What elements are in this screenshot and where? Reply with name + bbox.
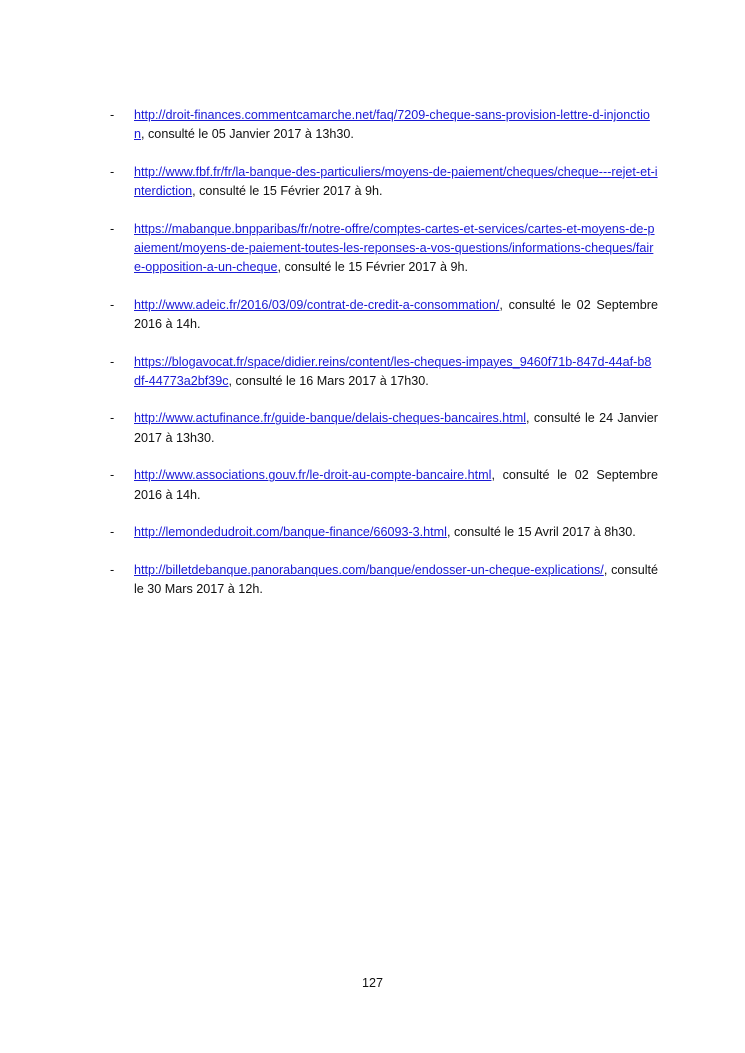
reference-item — [110, 163, 658, 202]
reference-link[interactable]: https://blogavocat.fr/space/didier.reins/content/les-cheques-impayes_9460f71b-847d-44af-b8df-44773a2bf39c — [134, 354, 652, 389]
reference-link[interactable]: http://www.actufinance.fr/guide-banque/delais-cheques-bancaires.html — [134, 411, 527, 426]
list-dash: - — [110, 562, 115, 577]
list-dash: - — [110, 411, 115, 426]
reference-item — [110, 296, 658, 335]
reference-link[interactable]: http://billetdebanque.panorabanques.com/banque/endosser-un-cheque-explications/ — [134, 562, 604, 577]
list-dash: - — [110, 468, 115, 483]
reference-item — [110, 409, 658, 448]
reference-item — [110, 353, 658, 392]
reference-link[interactable]: http://www.fbf.fr/fr/la-banque-des-particuliers/moyens-de-paiement/cheques/cheque---rejet-et-interdiction — [134, 164, 658, 199]
list-dash: - — [110, 164, 115, 179]
reference-consulted-text: , consulté le 15 Février 2017 à 9h. — [192, 184, 383, 199]
reference-item — [110, 106, 658, 145]
reference-consulted-text: , consulté le 30 Mars 2017 à 12h. — [134, 562, 658, 596]
reference-link[interactable]: https://mabanque.bnpparibas/fr/notre-offre/comptes-cartes-et-services/cartes-et-moyens-de-paiement/moyens-de-paiement-toutes-les-reponses-a-vos-questions/informations-cheques/faire-opposition-a-un-cheque — [134, 221, 655, 275]
reference-link[interactable]: http://lemondedudroit.com/banque-finance/66093-3.html — [134, 525, 447, 540]
list-dash: - — [110, 221, 115, 236]
page-number: 127 — [361, 976, 383, 990]
reference-item — [110, 220, 658, 278]
reference-consulted-text: , consulté le 15 Avril 2017 à 8h30. — [446, 525, 636, 540]
reference-consulted-text: , consulté le 02 Septembre 2016 à 14h. — [134, 468, 658, 502]
reference-item — [110, 561, 658, 600]
reference-link[interactable]: http://www.associations.gouv.fr/le-droit-au-compte-bancaire.html — [134, 468, 492, 483]
reference-list — [110, 106, 658, 617]
reference-consulted-text: , consulté le 05 Janvier 2017 à 13h30. — [141, 127, 354, 142]
list-dash: - — [110, 525, 115, 540]
reference-link[interactable]: http://www.adeic.fr/2016/03/09/contrat-de-credit-a-consommation/ — [134, 297, 500, 312]
reference-consulted-text: , consulté le 02 Septembre 2016 à 14h. — [134, 297, 658, 332]
reference-link[interactable]: http://droit-finances.commentcamarche.net/faq/7209-cheque-sans-provision-lettre-d-injonction — [134, 108, 650, 142]
reference-consulted-text: , consulté le 15 Février 2017 à 9h. — [277, 260, 468, 275]
reference-item — [110, 466, 658, 505]
list-dash: - — [110, 108, 115, 122]
reference-item — [110, 523, 658, 542]
list-dash: - — [110, 354, 115, 369]
list-dash: - — [110, 297, 115, 312]
reference-consulted-text: , consulté le 16 Mars 2017 à 17h30. — [228, 374, 429, 389]
reference-consulted-text: , consulté le 24 Janvier 2017 à 13h30. — [134, 411, 658, 445]
